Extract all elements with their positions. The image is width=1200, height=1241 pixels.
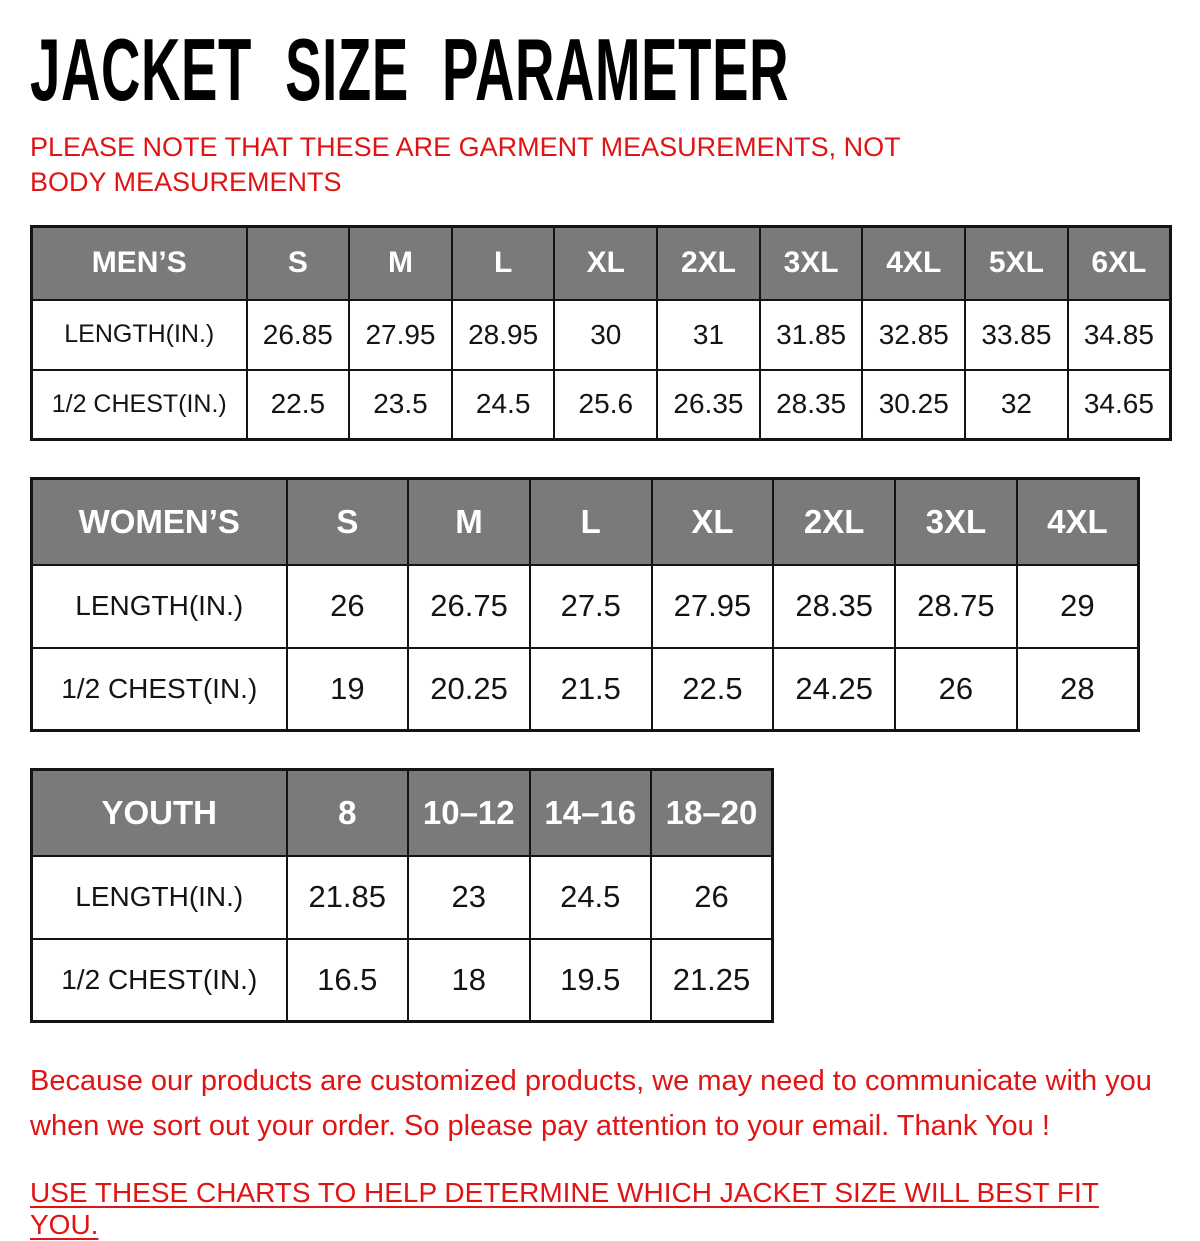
measurement-value: 30 — [554, 300, 657, 370]
measurement-value: 33.85 — [965, 300, 1068, 370]
table-category-label: MEN’S — [32, 227, 247, 300]
measurement-value: 34.85 — [1068, 300, 1171, 370]
size-column-header: 2XL — [773, 479, 895, 565]
size-column-header: 10–12 — [408, 770, 530, 856]
measurement-value: 16.5 — [287, 939, 409, 1022]
size-column-header: M — [349, 227, 452, 300]
measurement-value: 30.25 — [862, 370, 965, 440]
measurement-value: 22.5 — [652, 648, 774, 731]
size-column-header: S — [287, 479, 409, 565]
measurement-value: 32 — [965, 370, 1068, 440]
size-column-header: S — [247, 227, 350, 300]
measurement-value: 24.5 — [530, 856, 652, 939]
measurement-value: 25.6 — [554, 370, 657, 440]
measurement-value: 19.5 — [530, 939, 652, 1022]
size-column-header: 3XL — [760, 227, 863, 300]
measurement-value: 21.25 — [651, 939, 773, 1022]
measurement-value: 24.5 — [452, 370, 555, 440]
measurement-value: 26.75 — [408, 565, 530, 648]
measurement-value: 29 — [1017, 565, 1139, 648]
measurement-row — [32, 856, 773, 939]
measurement-value: 18 — [408, 939, 530, 1022]
garment-measurement-note: PLEASE NOTE THAT THESE ARE GARMENT MEASUREMENTS, NOT BODY MEASUREMENTS — [30, 132, 901, 197]
size-column-header: 18–20 — [651, 770, 773, 856]
table-category-label: WOMEN’S — [32, 479, 287, 565]
size-column-header: 14–16 — [530, 770, 652, 856]
measurement-value: 21.5 — [530, 648, 652, 731]
size-column-header: 8 — [287, 770, 409, 856]
size-column-header: L — [530, 479, 652, 565]
mens-size-table — [30, 225, 1172, 441]
size-column-header: M — [408, 479, 530, 565]
youth-size-table — [30, 768, 774, 1023]
measurement-value: 28.95 — [452, 300, 555, 370]
measurement-value: 19 — [287, 648, 409, 731]
measurement-value: 21.85 — [287, 856, 409, 939]
size-column-header: 4XL — [1017, 479, 1139, 565]
size-column-header: 4XL — [862, 227, 965, 300]
measurement-row — [32, 370, 1171, 440]
measurement-value: 26 — [651, 856, 773, 939]
size-column-header: 3XL — [895, 479, 1017, 565]
measurement-row — [32, 565, 1139, 648]
measurement-value: 20.25 — [408, 648, 530, 731]
table-category-label: YOUTH — [32, 770, 287, 856]
size-column-header: L — [452, 227, 555, 300]
customization-notice: Because our products are customized products, we may need to communicate with you when we sort out your order. So please pay attention to your email. Thank You ! — [30, 1065, 1152, 1143]
measurement-value: 28 — [1017, 648, 1139, 731]
measurement-value: 27.95 — [349, 300, 452, 370]
measurement-value: 26.85 — [247, 300, 350, 370]
size-column-header: XL — [652, 479, 774, 565]
measurement-value: 26 — [287, 565, 409, 648]
measurement-value: 28.35 — [760, 370, 863, 440]
measurement-value: 26 — [895, 648, 1017, 731]
measurement-label: LENGTH(IN.) — [32, 856, 287, 939]
size-column-header: 6XL — [1068, 227, 1171, 300]
page-title-text: JACKET SIZE PARAMETER — [30, 20, 790, 119]
measurement-value: 26.35 — [657, 370, 760, 440]
measurement-value: 34.65 — [1068, 370, 1171, 440]
measurement-row — [32, 939, 773, 1022]
size-header-row — [32, 479, 1139, 565]
chart-usage-note: USE THESE CHARTS TO HELP DETERMINE WHICH JACKET SIZE WILL BEST FIT YOU. — [30, 1176, 1099, 1240]
measurement-value: 22.5 — [247, 370, 350, 440]
measurement-label: LENGTH(IN.) — [32, 300, 247, 370]
measurement-value: 24.25 — [773, 648, 895, 731]
measurement-value: 23 — [408, 856, 530, 939]
measurement-value: 23.5 — [349, 370, 452, 440]
measurement-row — [32, 648, 1139, 731]
measurement-value: 27.5 — [530, 565, 652, 648]
measurement-label: 1/2 CHEST(IN.) — [32, 370, 247, 440]
measurement-value: 27.95 — [652, 565, 774, 648]
size-header-row — [32, 770, 773, 856]
measurement-value: 32.85 — [862, 300, 965, 370]
measurement-value: 28.35 — [773, 565, 895, 648]
measurement-label: 1/2 CHEST(IN.) — [32, 939, 287, 1022]
size-column-header: 2XL — [657, 227, 760, 300]
page-title — [30, 20, 1172, 119]
womens-size-table — [30, 477, 1140, 732]
measurement-label: LENGTH(IN.) — [32, 565, 287, 648]
size-column-header: XL — [554, 227, 657, 300]
measurement-value: 31.85 — [760, 300, 863, 370]
measurement-value: 28.75 — [895, 565, 1017, 648]
size-column-header: 5XL — [965, 227, 1068, 300]
measurement-value: 31 — [657, 300, 760, 370]
size-header-row — [32, 227, 1171, 300]
measurement-row — [32, 300, 1171, 370]
measurement-label: 1/2 CHEST(IN.) — [32, 648, 287, 731]
